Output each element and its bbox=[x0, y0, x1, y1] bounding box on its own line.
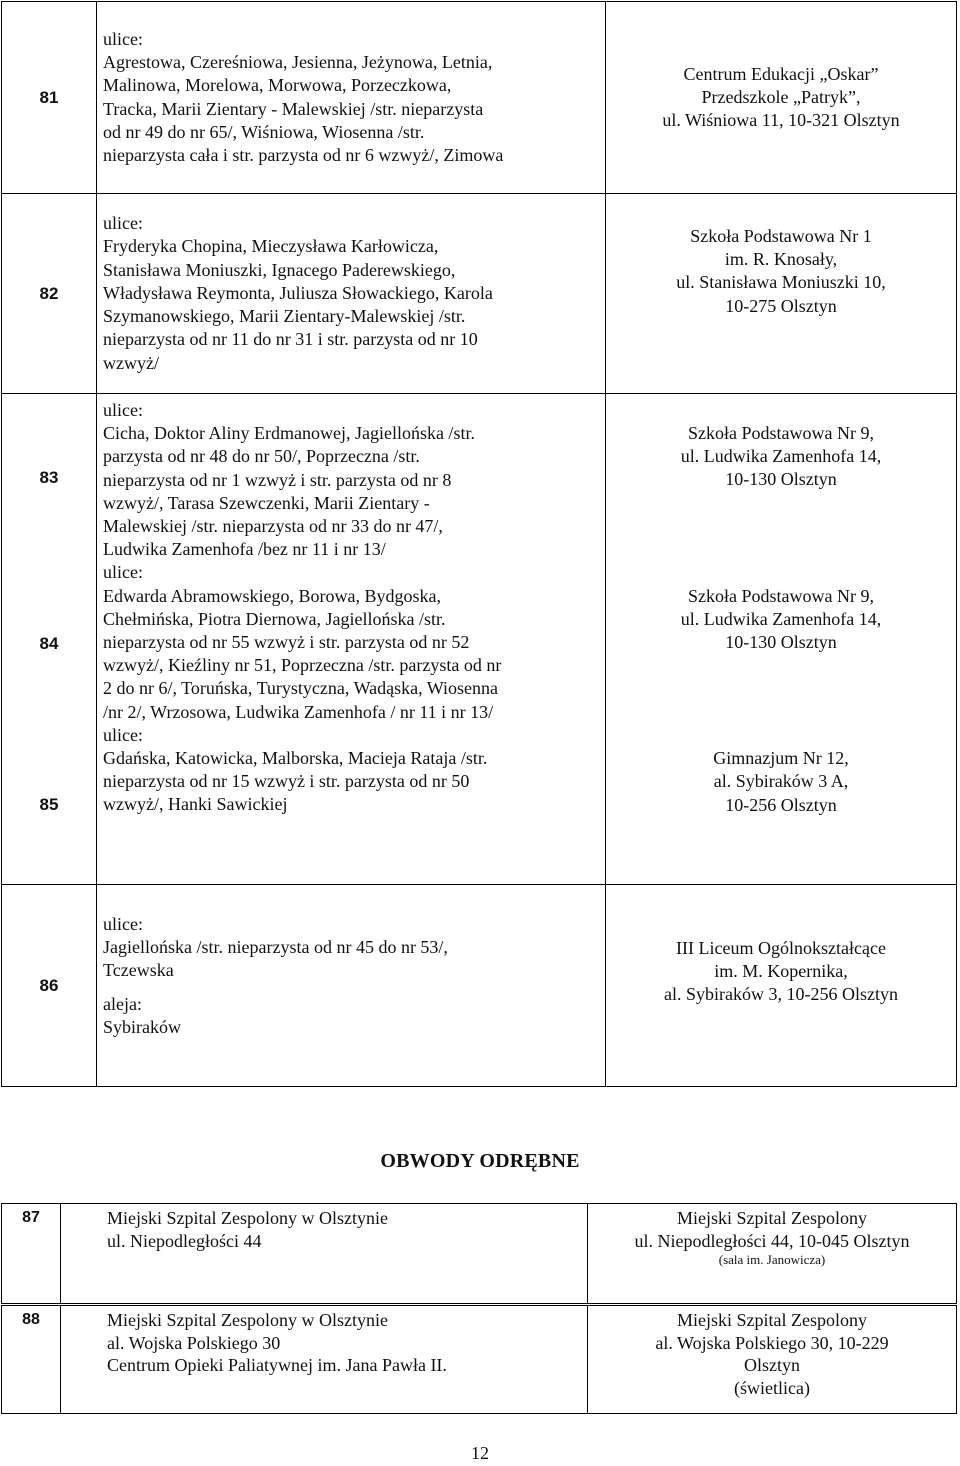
station-line: Szkoła Podstawowa Nr 1 bbox=[690, 226, 872, 246]
section-title: OBWODY ODRĘBNE bbox=[380, 1150, 580, 1172]
polling-station bbox=[606, 885, 957, 1087]
polling-station-group bbox=[606, 394, 957, 885]
station-line: Miejski Szpital Zespolony bbox=[677, 1310, 867, 1330]
street-list-group bbox=[97, 394, 606, 885]
table-row bbox=[2, 194, 957, 394]
street-line: Władysława Reymonta, Juliusza Słowackiego, Karola bbox=[103, 282, 493, 303]
table-row bbox=[2, 394, 957, 885]
street-line: Agrestowa, Czereśniowa, Jesienna, Jeżynowa, Letnia, bbox=[103, 52, 493, 73]
street-line: parzysta od nr 48 do nr 50/, Poprzeczna /str. bbox=[103, 446, 420, 467]
station-line: III Liceum Ogólnokształcące bbox=[676, 938, 886, 958]
street-line: Tczewska bbox=[103, 960, 174, 981]
station-line: Centrum Edukacji „Oskar” bbox=[683, 63, 879, 84]
station-line: al. Sybiraków 3 A, bbox=[713, 771, 849, 792]
street-line: wzwyż/, Kieźliny nr 51, Poprzeczna /str. parzysta od nr bbox=[103, 655, 502, 676]
street-line: wzwyż/, Hanki Sawickiej bbox=[103, 794, 288, 815]
station-line: ul. Niepodległości 44, 10-045 Olsztyn bbox=[634, 1230, 910, 1251]
station-line: Miejski Szpital Zespolony bbox=[677, 1208, 867, 1228]
street-line: nieparzysta cała i str. parzysta od nr 6 wzwyż/, Zimowa bbox=[103, 144, 504, 165]
description-line: Centrum Opieki Paliatywnej im. Jana Pawła II. bbox=[107, 1355, 447, 1376]
polling-station bbox=[606, 2, 957, 194]
district-number: 84 bbox=[39, 634, 59, 653]
description-line: Miejski Szpital Zespolony w Olsztynie bbox=[107, 1310, 388, 1330]
district-number: 87 bbox=[2, 1204, 61, 1304]
station-line: al. Wojska Polskiego 30, 10-229 bbox=[655, 1332, 889, 1353]
street-line: Ludwika Zamenhofa /bez nr 11 i nr 13/ bbox=[103, 539, 386, 560]
street-line: Fryderyka Chopina, Mieczysława Karłowicza, bbox=[103, 236, 439, 257]
street-line: 2 do nr 6/, Toruńska, Turystyczna, Wadąska, Wiosenna bbox=[103, 678, 499, 699]
station-line: ul. Wiśniowa 11, 10-321 Olsztyn bbox=[662, 110, 900, 131]
street-line: Edwarda Abramowskiego, Borowa, Bydgoska, bbox=[103, 585, 441, 606]
description-line: al. Wojska Polskiego 30 bbox=[107, 1332, 281, 1353]
street-line: /nr 2/, Wrzosowa, Ludwika Zamenhofa / nr 11 i nr 13/ bbox=[103, 701, 494, 722]
station-line: ul. Ludwika Zamenhofa 14, bbox=[680, 446, 882, 467]
street-heading: ulice: bbox=[103, 28, 143, 49]
table-row bbox=[2, 2, 957, 194]
street-line: Tracka, Marii Zientary - Malewskiej /str. nieparzysta bbox=[103, 98, 484, 119]
district-description bbox=[61, 1204, 588, 1304]
polling-station bbox=[588, 1204, 957, 1304]
station-line: al. Sybiraków 3, 10-256 Olsztyn bbox=[664, 984, 898, 1005]
street-line: Sybiraków bbox=[103, 1016, 181, 1037]
station-line: 10-275 Olsztyn bbox=[725, 295, 837, 316]
street-list bbox=[97, 885, 606, 1087]
polling-station bbox=[606, 194, 957, 394]
description-line: ul. Niepodległości 44 bbox=[107, 1230, 262, 1251]
table-row bbox=[2, 885, 957, 1087]
street-line: Chełmińska, Piotra Diernowa, Jagiellońska /str. bbox=[103, 608, 446, 629]
district-number: 81 bbox=[2, 2, 97, 194]
page-number: 12 bbox=[471, 1443, 489, 1463]
polling-station bbox=[588, 1306, 957, 1414]
station-line: Olsztyn bbox=[744, 1355, 800, 1376]
station-line: (świetlica) bbox=[734, 1377, 810, 1398]
street-heading: ulice: bbox=[103, 914, 143, 934]
street-line: Stanisława Moniuszki, Ignacego Paderewskiego, bbox=[103, 259, 456, 280]
station-line: im. R. Knosały, bbox=[724, 249, 838, 270]
street-line: wzwyż/ bbox=[103, 352, 159, 373]
street-list bbox=[97, 194, 606, 394]
street-heading: ulice: bbox=[103, 400, 143, 420]
district-number: 86 bbox=[2, 885, 97, 1087]
station-line: 10-256 Olsztyn bbox=[725, 794, 837, 815]
station-line: 10-130 Olsztyn bbox=[725, 632, 837, 653]
street-line: Cicha, Doktor Aliny Erdmanowej, Jagiellońska /str. bbox=[103, 423, 475, 444]
district-description bbox=[61, 1306, 588, 1414]
district-number: 83 bbox=[39, 468, 59, 487]
description-line: Miejski Szpital Zespolony w Olsztynie bbox=[107, 1208, 388, 1228]
district-number: 88 bbox=[2, 1306, 61, 1414]
station-line: Szkoła Podstawowa Nr 9, bbox=[688, 423, 874, 443]
station-line: im. M. Kopernika, bbox=[714, 961, 848, 982]
street-line: nieparzysta od nr 11 do nr 31 i str. parzysta od nr 10 bbox=[103, 329, 478, 350]
street-line: Szymanowskiego, Marii Zientary-Malewskiej /str. bbox=[103, 306, 466, 327]
station-line: Gimnazjum Nr 12, bbox=[713, 748, 849, 769]
street-line: nieparzysta od nr 15 wzwyż i str. parzysta od nr 50 bbox=[103, 771, 470, 792]
street-line: Malewskiej /str. nieparzysta od nr 33 do nr 47/, bbox=[103, 516, 443, 537]
street-heading: ulice: bbox=[103, 562, 143, 583]
street-heading: aleja: bbox=[103, 993, 142, 1014]
station-line: ul. Stanisława Moniuszki 10, bbox=[676, 272, 886, 293]
street-list bbox=[97, 2, 606, 194]
station-line: Szkoła Podstawowa Nr 9, bbox=[688, 585, 874, 606]
station-note: (sala im. Janowicza) bbox=[718, 1252, 826, 1268]
district-number: 82 bbox=[2, 194, 97, 394]
districts-table bbox=[1, 1, 957, 1087]
special-districts-table-88 bbox=[1, 1305, 957, 1414]
street-heading: ulice: bbox=[103, 724, 143, 745]
station-line: ul. Ludwika Zamenhofa 14, bbox=[680, 608, 882, 629]
street-line: Gdańska, Katowicka, Malborska, Macieja Rataja /str. bbox=[103, 748, 488, 769]
street-line: Malinowa, Morelowa, Morwowa, Porzeczkowa, bbox=[103, 75, 452, 96]
street-line: od nr 49 do nr 65/, Wiśniowa, Wiosenna /str. bbox=[103, 121, 425, 142]
station-line: 10-130 Olsztyn bbox=[725, 469, 837, 490]
district-number-group bbox=[2, 394, 97, 885]
street-heading: ulice: bbox=[103, 213, 143, 234]
table-row bbox=[2, 1204, 957, 1304]
street-line: Jagiellońska /str. nieparzysta od nr 45 do nr 53/, bbox=[103, 937, 448, 958]
table-row bbox=[2, 1306, 957, 1414]
district-number: 85 bbox=[39, 795, 59, 814]
street-line: nieparzysta od nr 1 wzwyż i str. parzysta od nr 8 bbox=[103, 469, 452, 490]
station-line: Przedszkole „Patryk”, bbox=[701, 86, 861, 107]
street-line: nieparzysta od nr 55 wzwyż i str. parzysta od nr 52 bbox=[103, 632, 470, 653]
special-districts-table-87 bbox=[1, 1203, 957, 1304]
street-line: wzwyż/, Tarasa Szewczenki, Marii Zientary - bbox=[103, 492, 430, 513]
